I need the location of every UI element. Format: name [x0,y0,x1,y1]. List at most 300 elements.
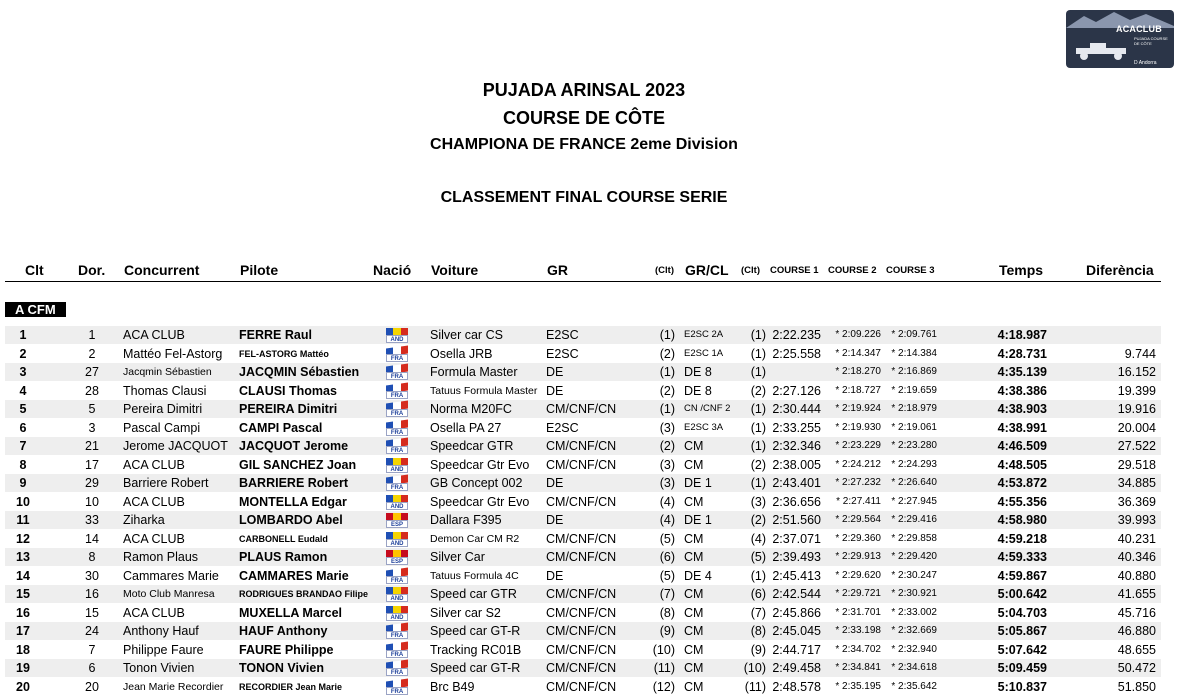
course2-time: * 2:33.198 [835,625,881,636]
group: CM/CNF/CN [546,550,617,564]
driver: PEREIRA Dimitri [239,402,338,416]
position: 10 [16,494,30,509]
total-time: 4:18.987 [997,328,1047,342]
group-position: (4) [659,513,675,527]
course2-time: * 2:29.620 [835,569,881,581]
driver: CARBONELL Eudald [239,533,328,544]
car: GB Concept 002 [430,476,523,490]
table-row [5,659,1161,677]
nation-flag-icon [386,569,408,584]
course3-time: * 2:09.761 [891,329,937,340]
course2-time: * 2:19.930 [835,421,881,433]
class-position: (7) [750,605,766,620]
class-position: (1) [750,328,766,342]
class-position: (9) [750,642,766,657]
concurrent: Ziharka [123,513,165,527]
group-position: (3) [659,457,675,472]
course3-time: * 2:33.002 [891,606,937,618]
time-gap: 40.880 [1117,568,1156,583]
bib-number: 17 [85,457,99,472]
class: CM [684,439,704,453]
header-course2: COURSE 2 [828,265,877,276]
course2-time: * 2:24.212 [835,458,881,470]
table-row [5,530,1161,548]
group: CM/CNF/CN [546,587,617,601]
category-label: A CFM [5,302,66,317]
concurrent: Jerome JACQUOT [123,439,228,453]
group-position: (5) [659,531,675,546]
class-position: (1) [750,402,766,416]
nation-code: AND [386,465,408,473]
group-position: (1) [659,328,675,342]
nation-code: AND [386,502,408,510]
nation-flag-icon [386,328,408,343]
course1-time: 2:22.235 [772,328,821,342]
concurrent: Barriere Robert [123,476,209,490]
bib-number: 15 [85,605,99,620]
nation-flag-icon [386,402,408,417]
course2-time: * 2:14.347 [835,347,881,359]
course3-time: * 2:30.247 [891,569,937,581]
table-row [5,456,1161,474]
header-temps: Temps [999,262,1044,278]
class-position: (1) [750,439,766,453]
position: 17 [16,624,30,638]
concurrent: Jean Marie Recordier [123,680,224,693]
total-time: 5:07.642 [997,642,1047,657]
group: CM/CNF/CN [546,457,617,472]
course1-time: 2:49.458 [772,661,821,675]
class: CM [684,642,704,657]
driver: HAUF Anthony [239,624,328,638]
group-position: (7) [659,587,675,601]
total-time: 4:46.509 [997,439,1047,453]
group-position: (10) [652,642,675,657]
course3-time: * 2:14.384 [891,347,937,359]
event-type: COURSE DE CÔTE [502,108,666,128]
classification-title: CLASSEMENT FINAL COURSE SERIE [440,189,728,206]
car: Silver Car [430,550,485,564]
total-time: 5:10.837 [997,679,1047,694]
class: CM [684,605,704,620]
nation-code: FRA [386,428,408,436]
table-row [5,400,1161,418]
course3-time: * 2:29.416 [891,514,937,525]
position: 15 [16,587,30,601]
bib-number: 16 [85,587,99,601]
group: DE [546,365,564,379]
class: E2SC 3A [684,421,724,433]
bib-number: 3 [88,420,96,435]
nation-flag-icon [386,347,408,362]
car: Speed car GTR [430,587,517,601]
course1-time: 2:45.413 [772,568,821,583]
time-gap: 41.655 [1117,587,1156,601]
header-nacio: Nació [373,262,412,278]
total-time: 5:09.459 [997,661,1047,675]
car: Norma M20FC [430,402,512,416]
concurrent: Cammares Marie [123,568,219,583]
class: CN /CNF 2 [684,403,731,414]
course1-time: 2:37.071 [772,531,821,546]
class-position: (2) [750,513,766,527]
driver: TONON Vivien [239,661,324,675]
time-gap: 16.152 [1117,365,1156,379]
nation-code: FRA [386,631,408,639]
concurrent: ACA CLUB [123,494,185,509]
course1-time: 2:39.493 [772,550,821,564]
driver: JACQUOT Jerome [239,439,349,453]
group: DE [546,513,564,527]
course1-time: 2:45.045 [772,624,821,638]
position: 14 [16,568,30,583]
nation-flag-icon [386,513,408,528]
nation-flag-icon [386,587,408,602]
course3-time: * 2:29.420 [891,551,937,562]
nation-flag-icon [386,476,408,491]
class: DE 1 [684,513,712,527]
driver: GIL SANCHEZ Joan [239,457,357,472]
group-position: (5) [659,568,675,583]
concurrent: ACA CLUB [123,457,185,472]
time-gap: 9.744 [1124,346,1156,361]
course2-time: * 2:35.195 [835,680,881,692]
concurrent: Ramon Plaus [123,550,199,564]
nation-code: FRA [386,687,408,695]
group: DE [546,568,564,583]
bib-number: 20 [85,679,99,694]
course3-time: * 2:35.642 [891,680,937,692]
bib-number: 7 [88,642,96,657]
driver: LOMBARDO Abel [239,513,343,527]
nation-code: AND [386,594,408,602]
position: 18 [16,642,30,657]
course1-time: 2:45.866 [772,605,821,620]
course3-time: * 2:18.979 [891,403,937,414]
nation-code: FRA [386,668,408,676]
position: 4 [19,383,27,398]
nation-code: AND [386,335,408,343]
header-divider [5,281,1161,282]
class: CM [684,531,704,546]
class: DE 8 [684,365,712,379]
course1-time: 2:33.255 [772,420,821,435]
course3-time: * 2:23.280 [891,440,937,451]
nation-code: FRA [386,409,408,417]
nation-flag-icon [386,421,408,436]
driver: JACQMIN Sébastien [239,365,360,379]
class-position: (2) [750,383,766,398]
table-row [5,382,1161,400]
nation-flag-icon [386,384,408,399]
position: 12 [16,531,30,546]
car: Osella PA 27 [430,420,502,435]
course1-time: 2:36.656 [772,494,821,509]
position: 1 [19,328,27,342]
group-position: (1) [659,365,675,379]
class-position: (1) [750,365,766,379]
group: DE [546,476,564,490]
course3-time: * 2:30.921 [891,588,937,599]
time-gap: 19.399 [1117,383,1156,398]
nation-code: FRA [386,446,408,454]
nation-code: ESP [386,520,408,528]
class-position: (6) [750,587,766,601]
nation-flag-icon [386,643,408,658]
bib-number: 24 [85,624,99,638]
class: DE 1 [684,476,712,490]
bib-number: 8 [88,550,96,564]
driver: FERRE Raul [239,328,312,342]
table-row [5,641,1161,659]
nation-flag-icon [386,532,408,547]
total-time: 4:38.903 [997,402,1047,416]
bib-number: 30 [85,568,99,583]
nation-flag-icon [386,624,408,639]
course1-time: 2:48.578 [772,679,821,694]
nation-code: FRA [386,354,408,362]
group-position: (6) [659,550,675,564]
class-position: (1) [750,420,766,435]
time-gap: 40.231 [1117,531,1156,546]
car: Silver car S2 [430,605,501,620]
bib-number: 21 [85,439,99,453]
position: 11 [16,513,30,527]
position: 6 [19,420,27,435]
course2-time: * 2:23.229 [835,440,881,451]
class-position: (10) [743,661,766,675]
bib-number: 33 [85,513,99,527]
group: DE [546,383,564,398]
course2-time: * 2:29.721 [835,588,881,599]
nation-code: AND [386,613,408,621]
nation-flag-icon [386,680,408,695]
header-voiture: Voiture [431,262,479,278]
header-diferencia: Diferència [1086,262,1154,278]
driver: FEL-ASTORG Mattéo [239,348,329,359]
group-position: (11) [653,661,675,675]
position: 16 [16,605,30,620]
header-dor: Dor. [78,262,106,278]
concurrent: Anthony Hauf [123,624,199,638]
group-position: (3) [659,476,675,490]
group-position: (4) [659,494,675,509]
course1-time: 2:43.401 [772,476,821,490]
course2-time: * 2:18.727 [835,384,881,396]
bib-number: 1 [88,328,96,342]
nation-flag-icon [386,439,408,454]
nation-code: FRA [386,372,408,380]
race-car-icon [1072,38,1130,62]
car: Silver car CS [430,328,503,342]
bib-number: 6 [88,661,96,675]
car: Demon Car CM R2 [430,532,520,545]
position: 2 [19,346,27,361]
class-position: (5) [750,550,766,564]
class: CM [684,587,704,601]
group: CM/CNF/CN [546,642,617,657]
group-position: (3) [659,420,675,435]
course2-time: * 2:27.232 [835,477,881,488]
bib-number: 14 [85,531,99,546]
nation-code: FRA [386,483,408,491]
group-position: (2) [659,383,675,398]
position: 5 [19,402,27,416]
table-row [5,437,1161,455]
class: E2SC 1A [684,347,724,359]
position: 8 [19,457,27,472]
table-row [5,622,1161,640]
total-time: 5:05.867 [997,624,1047,638]
group: CM/CNF/CN [546,624,617,638]
bib-number: 2 [88,346,96,361]
class: CM [684,494,704,509]
class: CM [684,661,704,675]
group: CM/CNF/CN [546,439,617,453]
driver: PLAUS Ramon [239,550,328,564]
group: CM/CNF/CN [546,605,617,620]
total-time: 5:04.703 [997,605,1047,620]
driver: MUXELLA Marcel [239,605,343,620]
nation-flag-icon [386,550,408,565]
concurrent: ACA CLUB [123,531,185,546]
class-position: (4) [750,531,766,546]
car: Tatuus Formula 4C [430,569,519,582]
aca-club-logo [1066,10,1174,68]
nation-flag-icon [386,458,408,473]
car: Speed car GT-R [430,624,521,638]
concurrent: Philippe Faure [123,642,204,657]
course2-time: * 2:29.360 [835,532,881,544]
nation-code: FRA [386,650,408,658]
course2-time: * 2:09.226 [835,329,881,340]
car: Speed car GT-R [430,661,521,675]
total-time: 4:28.731 [997,346,1047,361]
table-row [5,678,1161,696]
bib-number: 27 [85,365,99,379]
logo-brand: ACACLUB [1116,24,1162,34]
car: Formula Master [430,365,518,379]
course2-time: * 2:27.411 [836,495,881,507]
course1-time: 2:38.005 [772,457,821,472]
class: CM [684,550,704,564]
header-concurrent: Concurrent [124,262,200,278]
time-gap: 46.880 [1117,624,1156,638]
time-gap: 39.993 [1117,513,1156,527]
position: 3 [19,365,27,379]
course1-time: 2:51.560 [772,513,821,527]
course2-time: * 2:29.913 [835,551,881,562]
time-gap: 50.472 [1117,661,1156,675]
group: E2SC [546,346,579,361]
driver: RODRIGUES BRANDAO Filipe [239,589,369,599]
event-title: PUJADA ARINSAL 2023 [482,80,686,100]
course2-time: * 2:19.924 [835,403,881,414]
header-course1: COURSE 1 [770,265,819,276]
class-position: (11) [744,679,766,694]
class: DE 8 [684,383,712,398]
class-position: (1) [750,568,766,583]
time-gap: 27.522 [1117,439,1156,453]
header-grcl: GR/CL [685,262,729,278]
concurrent: Pereira Dimitri [123,402,203,416]
course1-time: 2:32.346 [772,439,821,453]
class-position: (1) [750,476,766,490]
car: Dallara F395 [430,513,502,527]
course3-time: * 2:19.061 [891,421,937,433]
group: CM/CNF/CN [546,531,617,546]
position: 13 [16,550,30,564]
course3-time: * 2:29.858 [891,532,937,544]
course3-time: * 2:27.945 [891,495,937,507]
course3-time: * 2:16.869 [891,366,937,377]
group-position: (9) [659,624,675,638]
class: CM [684,679,704,694]
bib-number: 28 [85,383,99,398]
time-gap: 29.518 [1117,457,1156,472]
concurrent: Mattéo Fel-Astorg [123,346,223,361]
concurrent: ACA CLUB [123,605,185,620]
course3-time: * 2:24.293 [891,458,937,470]
concurrent: Pascal Campi [123,420,201,435]
car: Tracking RC01B [430,642,522,657]
table-row [5,548,1161,566]
total-time: 4:38.386 [997,383,1047,398]
class-position: (8) [750,624,766,638]
concurrent: Jacqmin Sébastien [123,366,212,378]
concurrent: Moto Club Manresa [123,588,215,600]
logo-footer: D Andorra [1134,60,1157,66]
total-time: 4:59.218 [997,531,1047,546]
header-clt-gr: (Clt) [655,265,674,276]
class: DE 4 [684,568,712,583]
class-position: (2) [750,457,766,472]
time-gap: 36.369 [1117,494,1156,509]
course3-time: * 2:19.659 [891,384,937,396]
table-row [5,585,1161,603]
total-time: 4:35.139 [997,365,1047,379]
group: E2SC [546,420,579,435]
course1-time: 2:30.444 [772,402,821,416]
table-row [5,474,1161,492]
driver: RECORDIER Jean Marie [239,681,343,692]
course3-time: * 2:26.640 [891,477,937,488]
total-time: 4:59.333 [997,550,1047,564]
total-time: 4:55.356 [997,494,1047,509]
table-row [5,493,1161,511]
total-time: 4:59.867 [997,568,1047,583]
total-time: 5:00.642 [997,587,1047,601]
course2-time: * 2:31.701 [835,606,881,618]
group-position: (12) [652,679,675,694]
car: Osella JRB [430,346,493,361]
course1-time: 2:44.717 [772,642,821,657]
bib-number: 5 [88,402,96,416]
championship-title: CHAMPIONA DE FRANCE 2eme Division [430,136,738,153]
table-row [5,511,1161,529]
table-row [5,363,1161,381]
table-row [5,604,1161,622]
car: Speedcar Gtr Evo [430,494,530,509]
car: Speedcar GTR [430,439,514,453]
bib-number: 10 [85,494,99,509]
group: CM/CNF/CN [546,679,617,694]
position: 9 [19,476,27,490]
nation-code: FRA [386,391,408,399]
driver: FAURE Philippe [239,642,334,657]
header-clt: Clt [25,262,44,278]
class: CM [684,457,704,472]
